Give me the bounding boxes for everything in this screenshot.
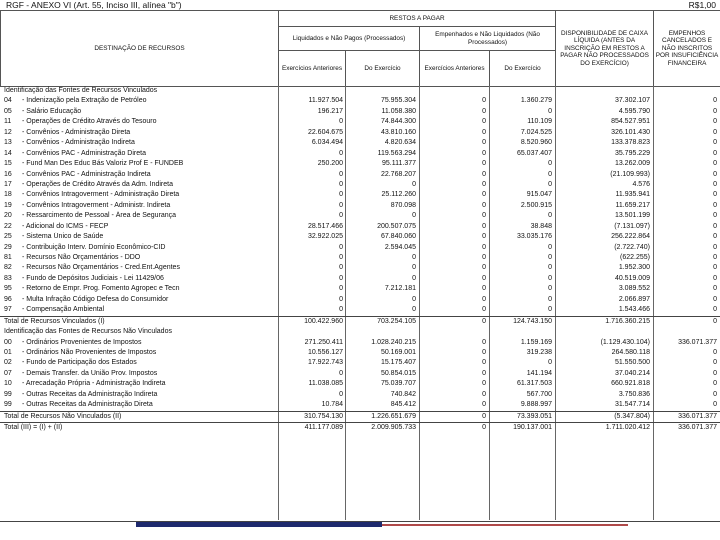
table-row (0, 159, 720, 169)
source-code: 07 (4, 369, 12, 377)
source-description: Identificação das Fontes de Recursos Não Vinculados (4, 328, 172, 336)
cancelled-commitments: 0 (713, 264, 717, 272)
processed-prior-years: 0 (339, 243, 343, 251)
net-cash-availability: 4.576 (632, 180, 650, 188)
table-row (0, 369, 720, 379)
source-description: - Arrecadação Própria - Administração Indireta (22, 380, 166, 388)
source-code: 82 (4, 264, 12, 272)
source-description: - Convênios PAC - Administração Direta (22, 149, 146, 157)
unprocessed-current-year: 61.317.503 (516, 380, 552, 388)
cancelled-commitments: 0 (713, 380, 717, 388)
cancelled-commitments: 0 (713, 170, 717, 178)
net-cash-availability: (1.129.430.104) (600, 338, 650, 346)
net-cash-availability: 660.921.818 (611, 380, 650, 388)
cancelled-commitments: 0 (713, 348, 717, 356)
unprocessed-prior-years: 0 (482, 118, 486, 126)
cancelled-commitments: 0 (713, 212, 717, 220)
processed-prior-years: 0 (339, 274, 343, 282)
table-row (0, 253, 720, 263)
unprocessed-current-year: 0 (548, 264, 552, 272)
table-row (0, 149, 720, 159)
source-code: 18 (4, 191, 12, 199)
source-code: 29 (4, 243, 12, 251)
header-restos-a-pagar: RESTOS A PAGAR (279, 11, 556, 27)
unprocessed-current-year: 9.888.997 (520, 401, 552, 409)
source-code: 15 (4, 160, 12, 168)
unprocessed-prior-years: 0 (482, 243, 486, 251)
cancelled-commitments: 0 (713, 359, 717, 367)
cancelled-commitments: 0 (713, 222, 717, 230)
unprocessed-prior-years: 0 (482, 317, 486, 325)
table-row (0, 263, 720, 273)
cancelled-commitments: 0 (713, 118, 717, 126)
cancelled-commitments: 0 (713, 97, 717, 105)
net-cash-availability: 11.659.217 (615, 201, 650, 209)
unprocessed-current-year: 0 (548, 254, 552, 261)
cancelled-commitments: 0 (713, 191, 717, 199)
source-description: - Operações de Crédito Através do Tesouro (22, 118, 157, 126)
processed-prior-years: 0 (339, 191, 343, 199)
unprocessed-current-year: 0 (548, 306, 552, 314)
processed-current-year: 0 (412, 180, 416, 188)
table-row (0, 348, 720, 358)
processed-current-year: 75.955.304 (380, 97, 416, 105)
unprocessed-current-year: 0 (548, 212, 552, 220)
cancelled-commitments: 0 (713, 390, 717, 398)
processed-prior-years: 0 (339, 118, 343, 126)
unprocessed-prior-years: 0 (482, 180, 486, 188)
processed-prior-years: 6.034.494 (311, 139, 343, 147)
unprocessed-prior-years: 0 (482, 191, 486, 199)
table-row (0, 243, 720, 253)
processed-current-year: 870.098 (390, 201, 416, 209)
source-description: - Fundo de Depósitos Judiciais - Lei 11429/06 (22, 274, 164, 282)
processed-current-year: 67.840.060 (380, 233, 416, 241)
source-description: Identificação das Fontes de Recursos Vinculados (4, 87, 158, 94)
unprocessed-current-year: 0 (548, 359, 552, 367)
unprocessed-prior-years: 0 (482, 412, 486, 420)
cancelled-commitments: 0 (713, 274, 717, 282)
processed-current-year: 2.009.905.733 (371, 424, 416, 431)
footer-bar (136, 522, 382, 527)
table-row (0, 128, 720, 138)
unprocessed-current-year: 38.848 (530, 222, 552, 230)
net-cash-availability: 1.716.360.215 (605, 317, 650, 325)
unprocessed-prior-years: 0 (482, 212, 486, 220)
table-row (0, 180, 720, 190)
processed-current-year: 0 (412, 254, 416, 261)
net-cash-availability: 133.378.823 (611, 139, 650, 147)
cancelled-commitments: 0 (713, 295, 717, 303)
unprocessed-current-year: 0 (548, 107, 552, 115)
source-description: - Multa Infração Código Defesa do Consumidor (22, 295, 169, 303)
processed-current-year: 95.111.377 (382, 160, 416, 168)
source-description: - Recursos Não Orçamentários - DDO (22, 254, 141, 261)
table-row (0, 390, 720, 400)
processed-current-year: 0 (412, 274, 416, 282)
processed-current-year: 50.854.015 (380, 369, 416, 377)
unprocessed-current-year: 0 (548, 180, 552, 188)
source-code: 19 (4, 201, 12, 209)
net-cash-availability: 1.543.466 (618, 306, 650, 314)
unprocessed-prior-years: 0 (482, 369, 486, 377)
unprocessed-current-year: 65.037.407 (516, 149, 552, 157)
net-cash-availability: 256.222.864 (611, 233, 650, 241)
table-row (0, 295, 720, 305)
processed-prior-years: 411.177.089 (304, 424, 343, 431)
unprocessed-prior-years: 0 (482, 254, 486, 261)
table-row (0, 400, 720, 410)
unprocessed-current-year: 33.035.176 (516, 233, 552, 241)
cancelled-commitments: 0 (713, 254, 717, 261)
processed-prior-years: 32.922.025 (307, 233, 343, 241)
source-code: 22 (4, 222, 12, 230)
unprocessed-current-year: 8.520.960 (520, 139, 552, 147)
processed-prior-years: 0 (339, 285, 343, 293)
unprocessed-prior-years: 0 (482, 295, 486, 303)
unprocessed-current-year: 0 (548, 285, 552, 293)
source-description: - Fundo de Participação dos Estados (22, 359, 137, 367)
processed-prior-years: 0 (339, 170, 343, 178)
source-description: - Ordinários Não Provenientes de Impostos (22, 348, 157, 356)
table-row (0, 117, 720, 127)
source-code: 97 (4, 306, 12, 314)
source-code: 11 (4, 118, 12, 126)
source-code: 02 (4, 359, 12, 367)
unprocessed-prior-years: 0 (482, 424, 486, 431)
cancelled-commitments: 0 (713, 369, 717, 377)
processed-current-year: 1.028.240.215 (371, 338, 416, 346)
processed-prior-years: 310.754.130 (304, 412, 343, 420)
unprocessed-current-year: 319.238 (526, 348, 552, 356)
cancelled-commitments: 0 (713, 201, 717, 209)
header-liquidados: Liquidados e Não Pagos (Processados) (279, 27, 420, 51)
net-cash-availability: 3.089.552 (618, 285, 650, 293)
unprocessed-prior-years: 0 (482, 201, 486, 209)
source-code: 99 (4, 401, 12, 409)
header-exercicios-anteriores-2: Exercícios Anteriores (420, 51, 490, 87)
processed-current-year: 4.820.634 (384, 139, 416, 147)
cancelled-commitments: 0 (713, 180, 717, 188)
source-code: 10 (4, 380, 12, 388)
net-cash-availability: 2.066.897 (618, 295, 650, 303)
processed-current-year: 74.844.300 (380, 118, 416, 126)
header-destinacao: DESTINAÇÃO DE RECURSOS (1, 11, 279, 87)
processed-current-year: 25.112.260 (381, 191, 416, 199)
processed-prior-years: 196.217 (317, 107, 343, 115)
processed-prior-years: 0 (339, 264, 343, 272)
source-description: - Sistema Único de Saúde (22, 233, 104, 241)
unprocessed-current-year: 1.360.279 (520, 97, 552, 105)
source-description: - Outras Receitas da Administração Indireta (22, 390, 158, 398)
header-empenhados: Empenhados e Não Liquidados (Não Processados) (420, 27, 556, 51)
source-code: 05 (4, 107, 12, 115)
source-code: 17 (4, 180, 12, 188)
processed-prior-years: 0 (339, 369, 343, 377)
processed-prior-years: 11.038.085 (308, 380, 343, 388)
table-row (0, 274, 720, 284)
unprocessed-prior-years: 0 (482, 128, 486, 136)
unprocessed-current-year: 141.194 (526, 369, 552, 377)
unprocessed-prior-years: 0 (482, 160, 486, 168)
net-cash-availability: 264.580.118 (611, 348, 650, 356)
source-code: 12 (4, 128, 12, 136)
net-cash-availability: 51.550.500 (614, 359, 650, 367)
processed-current-year: 15.175.407 (380, 359, 416, 367)
table-row (0, 358, 720, 368)
net-cash-availability: 326.101.430 (611, 128, 650, 136)
processed-current-year: 0 (412, 212, 416, 220)
net-cash-availability: 13.262.009 (614, 160, 650, 168)
unprocessed-current-year: 0 (548, 160, 552, 168)
unprocessed-current-year: 190.137.001 (513, 424, 552, 431)
net-cash-availability: (5.347.804) (614, 412, 650, 420)
table-body (0, 86, 720, 433)
source-code: 14 (4, 149, 12, 157)
processed-prior-years: 17.922.743 (307, 359, 343, 367)
net-cash-availability: 35.795.229 (614, 149, 650, 157)
unprocessed-current-year: 567.700 (526, 390, 552, 398)
unprocessed-prior-years: 0 (482, 233, 486, 241)
processed-current-year: 50.169.001 (380, 348, 416, 356)
net-cash-availability: (7.131.097) (614, 222, 650, 230)
processed-prior-years: 0 (339, 306, 343, 314)
processed-prior-years: 0 (339, 390, 343, 398)
unprocessed-current-year: 1.159.169 (520, 338, 552, 346)
table-row (0, 96, 720, 106)
source-code: 01 (4, 348, 12, 356)
processed-current-year: 200.507.075 (377, 222, 416, 230)
unprocessed-current-year: 0 (548, 295, 552, 303)
table-row (0, 190, 720, 200)
source-description: Total (III) = (I) + (II) (4, 424, 63, 431)
processed-prior-years: 0 (339, 149, 343, 157)
cancelled-commitments: 0 (713, 243, 717, 251)
source-code: 99 (4, 390, 12, 398)
unprocessed-prior-years: 0 (482, 97, 486, 105)
table-row (0, 211, 720, 221)
unprocessed-current-year: 7.024.525 (520, 128, 552, 136)
unprocessed-prior-years: 0 (482, 285, 486, 293)
total-row (0, 411, 720, 422)
source-description: - Convênios Intragoverment - Administração Direta (22, 191, 180, 199)
header-do-exercicio-1: Do Exercício (346, 51, 420, 87)
total-row (0, 316, 720, 327)
cancelled-commitments: 0 (713, 160, 717, 168)
net-cash-availability: 40.519.009 (614, 274, 650, 282)
cancelled-commitments: 0 (713, 128, 717, 136)
processed-current-year: 119.563.294 (377, 149, 416, 157)
processed-current-year: 75.039.707 (380, 380, 416, 388)
source-code: 96 (4, 295, 12, 303)
source-description: - Convênios - Administração Direta (22, 128, 131, 136)
source-description: - Fund Man Des Educ Bás Valoriz Prof E - FUNDEB (22, 160, 184, 168)
unprocessed-prior-years: 0 (482, 149, 486, 157)
processed-current-year: 2.594.045 (384, 243, 416, 251)
table-row (0, 338, 720, 348)
processed-prior-years: 0 (339, 295, 343, 303)
cancelled-commitments: 0 (713, 285, 717, 293)
net-cash-availability: 37.302.107 (614, 97, 650, 105)
header-empenhos-cancelados: EMPENHOS CANCELADOS E NÃO INSCRITOS POR INSUFICIÊNCIA FINANCEIRA (654, 11, 720, 87)
cancelled-commitments: 0 (713, 306, 717, 314)
cancelled-commitments: 0 (713, 401, 717, 409)
unprocessed-prior-years: 0 (482, 380, 486, 388)
source-description: - Indenização pela Extração de Petróleo (22, 97, 147, 105)
unprocessed-current-year: 110.109 (527, 118, 552, 126)
table-row (0, 284, 720, 294)
source-code: 95 (4, 285, 12, 293)
source-description: - Contribuição Interv. Domínio Econômico-CID (22, 243, 166, 251)
unprocessed-current-year: 0 (548, 243, 552, 251)
currency-unit: R$1,00 (688, 0, 716, 10)
source-description: Total de Recursos Vinculados (I) (4, 317, 105, 325)
source-description: - Outras Receitas da Administração Direta (22, 401, 153, 409)
table-row (0, 201, 720, 211)
source-description: - Ordinários Provenientes de Impostos (22, 338, 142, 346)
unprocessed-prior-years: 0 (482, 170, 486, 178)
processed-prior-years: 250.200 (317, 160, 343, 168)
table-row (0, 232, 720, 242)
net-cash-availability: 4.595.790 (618, 107, 650, 115)
unprocessed-prior-years: 0 (482, 274, 486, 282)
cancelled-commitments: 0 (713, 233, 717, 241)
net-cash-availability: 37.040.214 (614, 369, 650, 377)
table-row (0, 107, 720, 117)
unprocessed-prior-years: 0 (482, 338, 486, 346)
cancelled-commitments: 336.071.377 (678, 424, 717, 431)
source-description: - Retorno de Empr. Prog. Fomento Agropec e Tecn (22, 285, 180, 293)
source-code: 00 (4, 338, 12, 346)
net-cash-availability: (21.109.993) (610, 170, 650, 178)
table-row (0, 170, 720, 180)
unprocessed-current-year: 0 (548, 274, 552, 282)
table-header (0, 10, 720, 87)
processed-current-year: 1.226.651.679 (371, 412, 416, 420)
source-description: - Operações de Crédito Através da Adm. Indireta (22, 180, 173, 188)
unprocessed-current-year: 73.393.051 (516, 412, 552, 420)
unprocessed-prior-years: 0 (482, 264, 486, 272)
source-code: 04 (4, 97, 12, 105)
processed-current-year: 11.058.380 (381, 107, 416, 115)
processed-current-year: 845.412 (390, 401, 416, 409)
header-do-exercicio-2: Do Exercício (490, 51, 556, 87)
source-description: - Salário Educação (22, 107, 82, 115)
net-cash-availability: 1.952.300 (618, 264, 650, 272)
unprocessed-prior-years: 0 (482, 306, 486, 314)
processed-current-year: 740.842 (390, 390, 416, 398)
unprocessed-prior-years: 0 (482, 401, 486, 409)
processed-prior-years: 28.517.466 (307, 222, 343, 230)
table-row (0, 305, 720, 315)
net-cash-availability: 31.547.714 (614, 401, 650, 409)
total-row (0, 422, 720, 433)
net-cash-availability: (2.722.740) (614, 243, 650, 251)
source-code: 13 (4, 139, 12, 147)
cancelled-commitments: 0 (713, 107, 717, 115)
processed-prior-years: 0 (339, 180, 343, 188)
table-row (0, 222, 720, 232)
net-cash-availability: 854.527.951 (611, 118, 650, 126)
net-cash-availability: 1.711.020.412 (605, 424, 650, 431)
source-code: 16 (4, 170, 12, 178)
processed-current-year: 22.768.207 (380, 170, 416, 178)
unprocessed-prior-years: 0 (482, 359, 486, 367)
source-description: - Ressarcimento de Pessoal - Área de Segurança (22, 212, 177, 220)
cancelled-commitments: 0 (713, 317, 717, 325)
cancelled-commitments: 336.071.377 (678, 412, 717, 420)
processed-current-year: 43.810.160 (380, 128, 416, 136)
header-disponibilidade: DISPONIBILIDADE DE CAIXA LÍQUIDA (ANTES DA INSCRIÇÃO EM RESTOS A PAGAR NÃO PROCESSADOS DO EXERCÍCIO) (556, 11, 654, 87)
source-code: 20 (4, 212, 12, 220)
header-exercicios-anteriores-1: Exercícios Anteriores (279, 51, 346, 87)
table-row (0, 138, 720, 148)
processed-prior-years: 271.250.411 (304, 338, 343, 346)
section-heading-row (0, 86, 720, 96)
processed-current-year: 0 (412, 306, 416, 314)
processed-current-year: 703.254.105 (377, 317, 416, 325)
section-heading-row (0, 327, 720, 337)
processed-current-year: 0 (412, 295, 416, 303)
source-description: - Adicional do ICMS - FECP (22, 222, 109, 230)
cancelled-commitments: 0 (713, 149, 717, 157)
source-code: 83 (4, 274, 12, 282)
net-cash-availability: 13.501.199 (614, 212, 650, 220)
footer-accent-line (382, 524, 628, 526)
processed-prior-years: 0 (339, 201, 343, 209)
cancelled-commitments: 336.071.377 (678, 338, 717, 346)
cancelled-commitments: 0 (713, 139, 717, 147)
unprocessed-current-year: 915.047 (526, 191, 552, 199)
source-description: Total de Recursos Não Vinculados (II) (4, 412, 122, 420)
source-description: - Convênios PAC - Administração Indireta (22, 170, 151, 178)
unprocessed-prior-years: 0 (482, 107, 486, 115)
unprocessed-current-year: 2.500.915 (520, 201, 552, 209)
source-description: - Compensação Ambiental (22, 306, 105, 314)
unprocessed-current-year: 0 (548, 170, 552, 178)
processed-current-year: 7.212.181 (384, 285, 416, 293)
processed-prior-years: 0 (339, 212, 343, 220)
source-description: - Convênios - Administração Indireta (22, 139, 135, 147)
table-row (0, 379, 720, 389)
unprocessed-prior-years: 0 (482, 139, 486, 147)
net-cash-availability: 3.750.836 (618, 390, 650, 398)
source-description: - Recursos Não Orçamentários - Cred.Ent.Agentes (22, 264, 180, 272)
processed-prior-years: 11.927.504 (308, 97, 343, 105)
unprocessed-prior-years: 0 (482, 222, 486, 230)
source-code: 25 (4, 233, 12, 241)
source-description: - Convênios Intragoverment - Administr. Indireta (22, 201, 171, 209)
report-title: RGF - ANEXO VI (Art. 55, Inciso III, alínea "b") (6, 0, 182, 10)
source-description: - Demais Transfer. da União Prov. Impostos (22, 369, 158, 377)
net-cash-availability: 11.935.941 (615, 191, 650, 199)
unprocessed-prior-years: 0 (482, 390, 486, 398)
processed-prior-years: 0 (339, 254, 343, 261)
processed-prior-years: 100.422.960 (304, 317, 343, 325)
unprocessed-prior-years: 0 (482, 348, 486, 356)
processed-prior-years: 10.556.127 (307, 348, 343, 356)
net-cash-availability: (622.255) (620, 254, 650, 261)
unprocessed-current-year: 124.743.150 (513, 317, 552, 325)
processed-prior-years: 22.604.675 (307, 128, 343, 136)
processed-current-year: 0 (412, 264, 416, 272)
source-code: 81 (4, 254, 12, 261)
processed-prior-years: 10.784 (321, 401, 343, 409)
